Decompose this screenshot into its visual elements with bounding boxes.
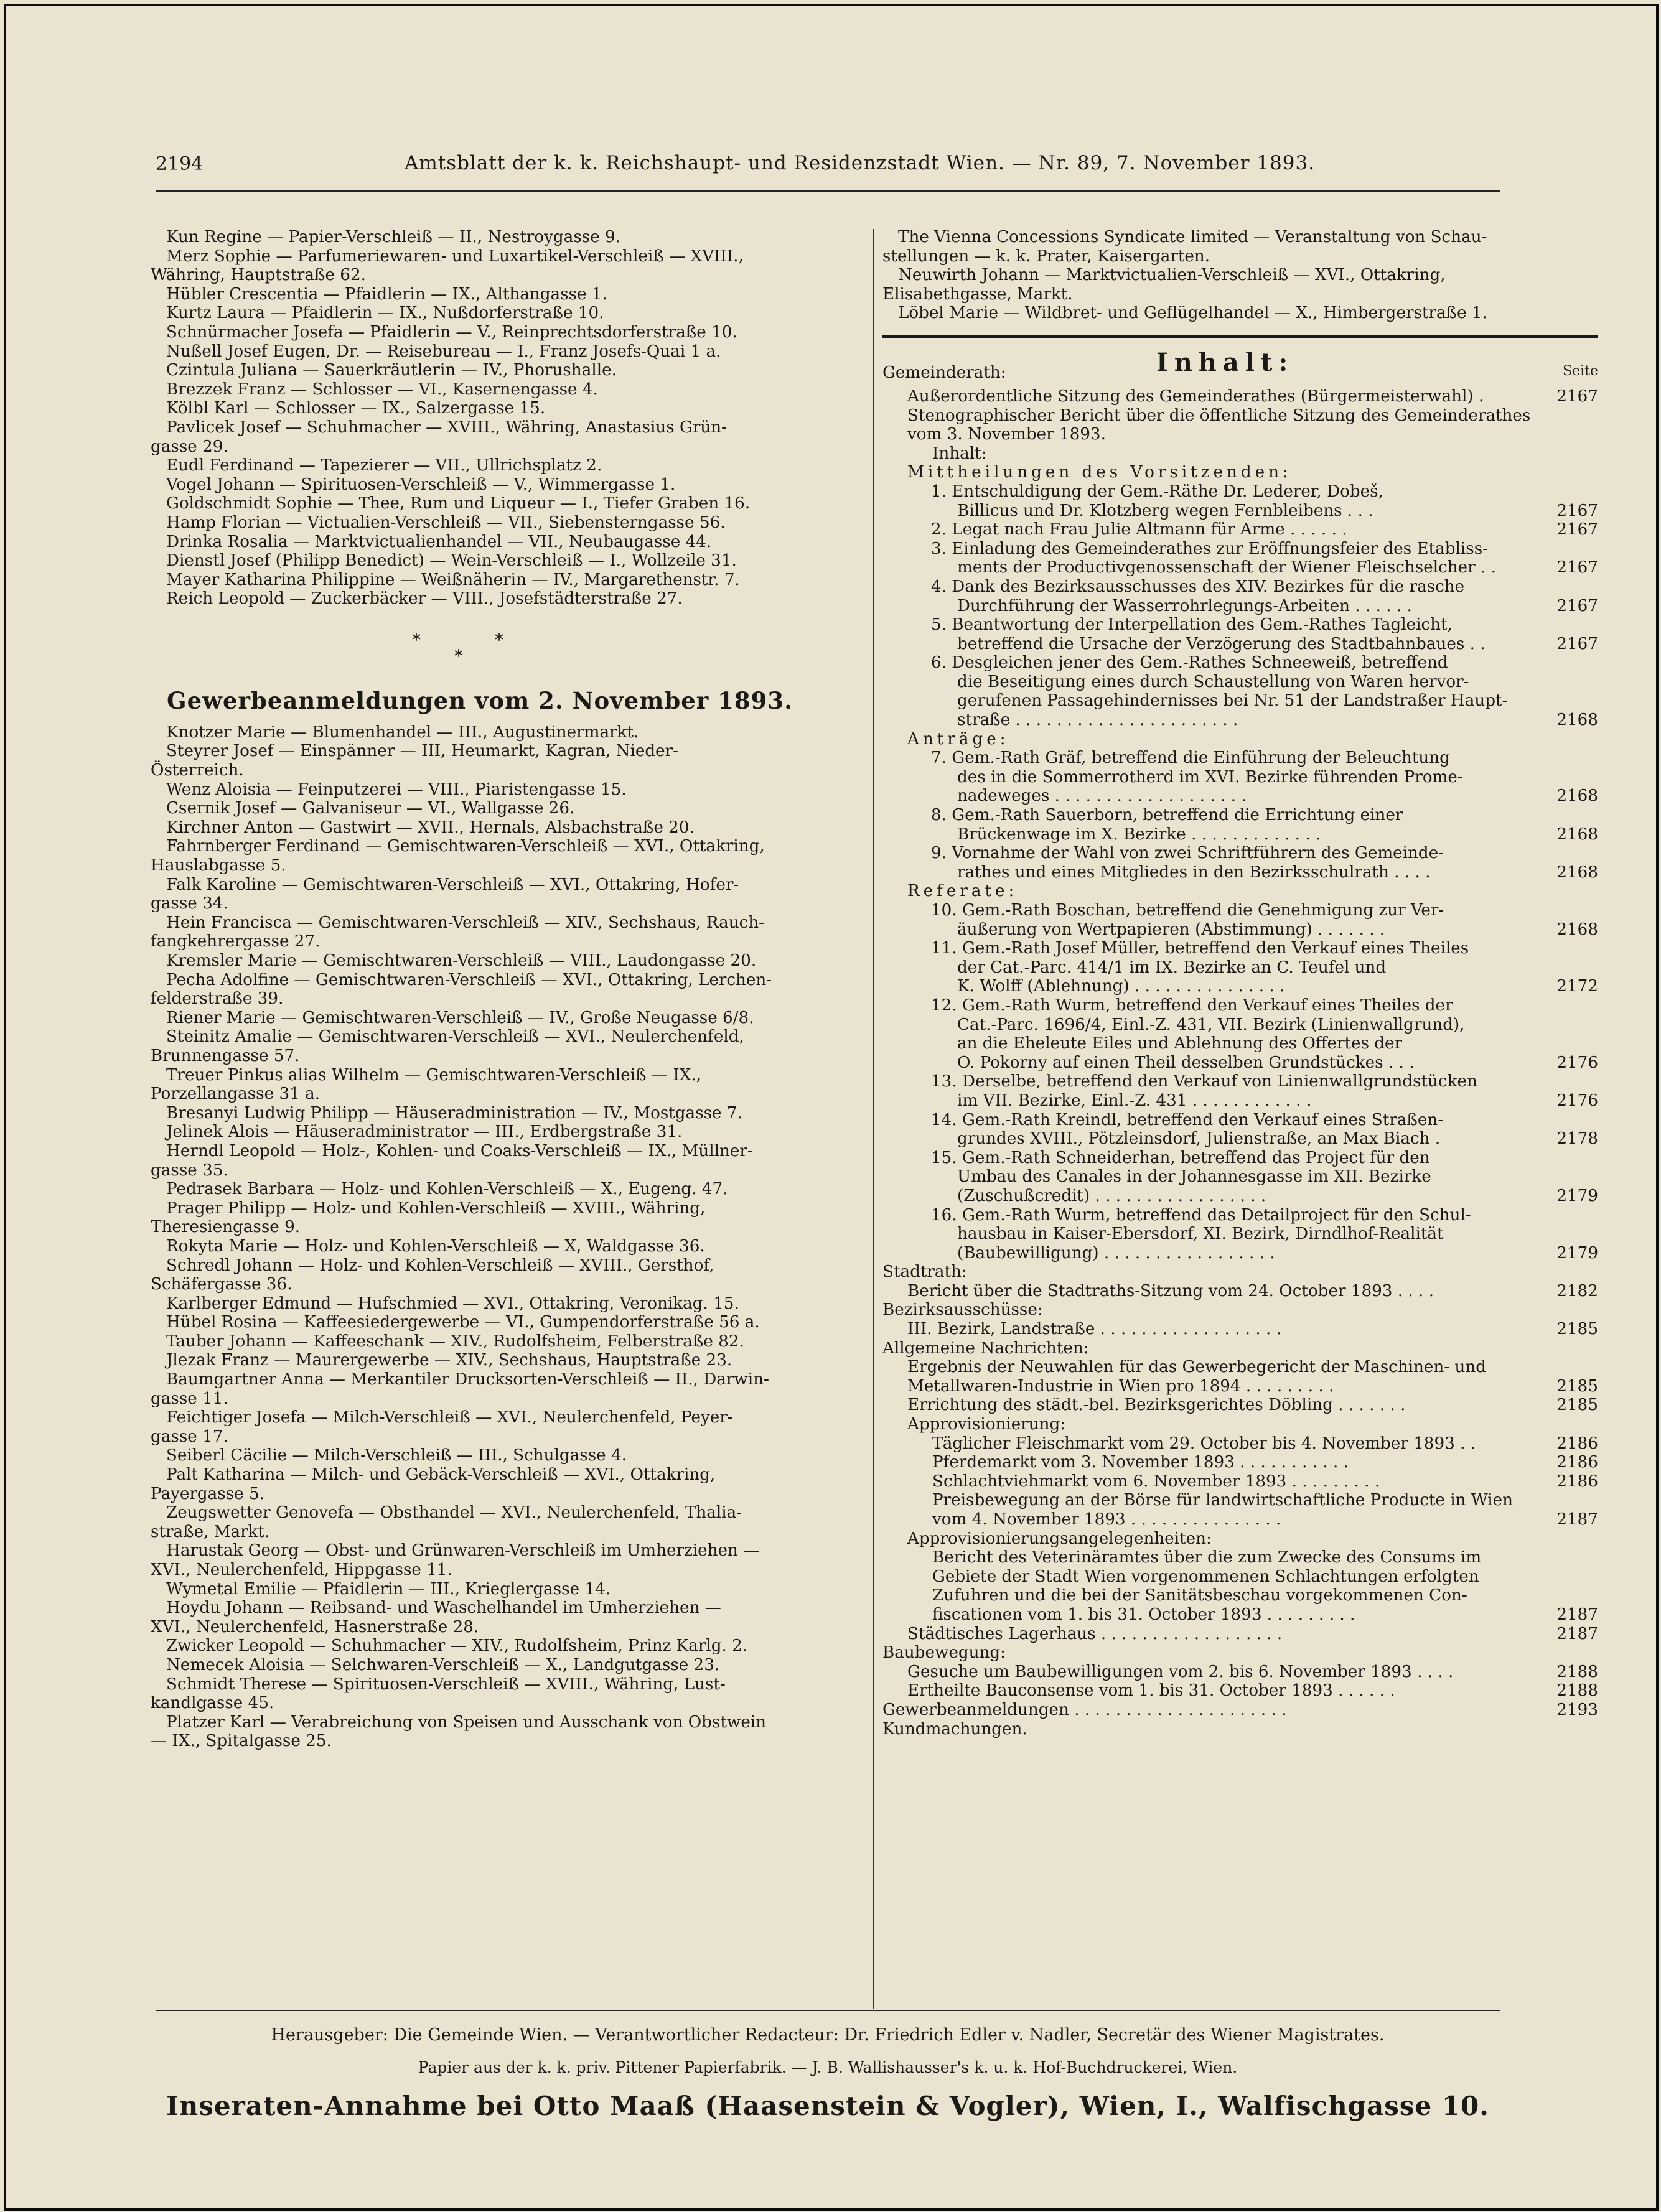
toc-entry-text: Kundmachungen. <box>882 1719 1027 1738</box>
toc-entry <box>882 539 1598 577</box>
registration-entry: Steinitz Amalie — Gemischtwaren-Verschleiß — XVI., Neulerchenfeld, Brunnengasse 57. <box>151 1027 744 1065</box>
toc-entry <box>882 1720 1598 1739</box>
toc-entry-text: III. Bezirk, Landstraße . . . . . . . . . . . . . . . . . . <box>907 1320 1282 1339</box>
left-column <box>151 228 846 1751</box>
header-title: Amtsblatt der k. k. Reichshaupt- und Residenzstadt Wien. — Nr. 89, 7. November 1893. <box>405 152 1316 174</box>
toc-entry <box>882 615 1598 653</box>
registration-entry: Pecha Adolfine — Gemischtwaren-Verschleiß — XVI., Ottakring, Lerchen- felderstraße 39. <box>151 970 772 1009</box>
toc-entry <box>882 1262 1598 1282</box>
toc-entry-text: 1. Entschuldigung der Gem.-Räthe Dr. Lederer, Dobeš, Billicus und Dr. Klotzberg wegen Fernbleibens . . . <box>931 482 1383 520</box>
toc-page-number: 2167 <box>1556 501 1598 520</box>
column-divider <box>873 229 874 2009</box>
toc-entry-text: 14. Gem.-Rath Kreindl, betreffend den Verkauf eines Straßen- grundes XVIII., Pötzleinsdorf, Julienstraße, an Max Biach . <box>931 1110 1444 1149</box>
toc-entry <box>882 1681 1598 1701</box>
toc-entry-text: 9. Vornahme der Wahl von zwei Schriftführern des Gemeinde- rathes und eines Mitgliedes in den Bezirksschulrath . . . . <box>931 844 1444 882</box>
toc-entry-text: Bezirksausschüsse: <box>882 1300 1043 1320</box>
toc-entry <box>882 1415 1598 1434</box>
footer-advertising: Inseraten-Annahme bei Otto Maaß (Haasenstein & Vogler), Wien, I., Walfischgasse 10. <box>166 2091 1489 2121</box>
footer-rule <box>156 2010 1500 2011</box>
listing-entry: Hübler Crescentia — Pfaidlerin — IX., Althangasse 1. <box>166 284 607 304</box>
section-title: Gewerbeanmeldungen vom 2. November 1893. <box>167 686 793 714</box>
toc-entry-text: 10. Gem.-Rath Boschan, betreffend die Genehmigung zur Ver- äußerung von Wertpapieren (Abstimmung) . . . . . . . <box>931 901 1444 939</box>
toc-page-number: 2186 <box>1556 1453 1598 1472</box>
toc-entry <box>882 939 1598 996</box>
toc-page-number: 2187 <box>1556 1605 1598 1624</box>
toc-entry-text: 12. Gem.-Rath Wurm, betreffend den Verkauf eines Theiles der Cat.-Parc. 1696/4, Einl.-Z. 431, VII. Bezirk (Linienwallgrund), an die Eheleute Eiles und Ablehnung des Offertes der O. Pokorny auf einen Theil desselben Grundstückes . . . <box>931 996 1465 1072</box>
registration-entry: Kirchner Anton — Gastwirt — XVII., Hernals, Alsbachstraße 20. <box>166 818 695 837</box>
registration-entry: Hoydu Johann — Reibsand- und Waschelhandel im Umherziehen — XVI., Neulerchenfeld, Hasnerstraße 28. <box>151 1598 721 1636</box>
registration-entry: Seiberl Cäcilie — Milch-Verschleiß — III., Schulgasse 4. <box>166 1446 627 1465</box>
registration-entry: Jlezak Franz — Maurergewerbe — XIV., Sechshaus, Hauptstraße 23. <box>166 1351 732 1370</box>
registration-entry: Hübel Rosina — Kaffeesiedergewerbe — VI., Gumpendorferstraße 56 a. <box>166 1313 760 1332</box>
listing-entry: Goldschmidt Sophie — Thee, Rum und Liqueur — I., Tiefer Graben 16. <box>166 494 751 513</box>
toc-entry <box>882 577 1598 615</box>
listing-entry: Dienstl Josef (Philipp Benedict) — Wein-Verschleiß — I., Wollzeile 31. <box>166 551 737 571</box>
listing-entry: Pavlicek Josef — Schuhmacher — XVIII., Währing, Anastasius Grün- gasse 29. <box>151 418 727 456</box>
right-column <box>882 228 1598 1738</box>
listing-entry: Löbel Marie — Wildbret- und Geflügelhandel — X., Himbergerstraße 1. <box>898 304 1487 323</box>
toc-page-number: 2187 <box>1556 1510 1598 1529</box>
registration-entry: Knotzer Marie — Blumenhandel — III., Augustinermarkt. <box>166 722 639 742</box>
contents-title: Inhalt: <box>1156 347 1294 377</box>
toc-entry <box>882 1529 1598 1549</box>
registration-entry: Fahrnberger Ferdinand — Gemischtwaren-Verschleiß — XVI., Ottakring, Hauslabgasse 5. <box>151 837 765 875</box>
listing-entry: Vogel Johann — Spirituosen-Verschleiß — V., Wimmergasse 1. <box>166 475 676 494</box>
registration-entry: Karlberger Edmund — Hufschmied — XVI., Ottakring, Veronikag. 15. <box>166 1294 739 1313</box>
toc-entry <box>882 1453 1598 1472</box>
registration-entry: Nemecek Aloisia — Selchwaren-Verschleiß — X., Landgutgasse 23. <box>166 1655 720 1674</box>
registration-entry: Wymetal Emilie — Pfaidlerin — III., Krieglergasse 14. <box>166 1579 611 1598</box>
toc-entry-text: Stadtrath: <box>882 1262 967 1282</box>
toc-entry <box>882 901 1598 939</box>
section-entries <box>151 723 846 1751</box>
toc-entry <box>882 1643 1598 1663</box>
listing-entry: Hamp Florian — Victualien-Verschleiß — VII., Siebensterngasse 56. <box>166 513 726 532</box>
registration-entry: Treuer Pinkus alias Wilhelm — Gemischtwaren-Verschleiß — IX., Porzellangasse 31 a. <box>151 1065 702 1104</box>
registration-entry: Hein Francisca — Gemischtwaren-Verschleiß — XIV., Sechshaus, Rauch- fangkehrergasse 27. <box>151 913 765 951</box>
listing-entry: Mayer Katharina Philippine — Weißnäherin — IV., Margarethenstr. 7. <box>166 570 740 589</box>
toc-entry <box>882 520 1598 539</box>
toc-page-number: 2179 <box>1556 1243 1598 1262</box>
toc-entry <box>882 882 1598 901</box>
registration-entry: Bresanyi Ludwig Philipp — Häuseradministration — IV., Mostgasse 7. <box>166 1103 742 1122</box>
left-top-entries <box>151 228 846 609</box>
toc-entry-text: Baubewegung: <box>882 1643 1006 1663</box>
toc-entry <box>882 1300 1598 1320</box>
toc-entry-text: 4. Dank des Bezirksausschusses des XIV. Bezirkes für die rasche Durchführung der Wasserrohrlegungs-Arbeiten . . . . . . <box>931 577 1465 615</box>
toc-entry <box>882 1149 1598 1206</box>
toc-entry <box>882 996 1598 1072</box>
toc-entry <box>882 463 1598 482</box>
toc-page-number: 2186 <box>1556 1472 1598 1491</box>
registration-entry: Csernik Josef — Galvaniseur — VI., Wallgasse 26. <box>166 799 575 818</box>
toc-entry <box>882 1072 1598 1110</box>
toc-entry-text: Inhalt: <box>932 444 987 463</box>
toc-entry-text: Ertheilte Bauconsense vom 1. bis 31. October 1893 . . . . . . <box>907 1681 1395 1701</box>
registration-entry: Palt Katharina — Milch- und Gebäck-Verschleiß — XVI., Ottakring, Payergasse 5. <box>151 1465 716 1503</box>
header-rule <box>156 190 1500 192</box>
toc-entry-text: Täglicher Fleischmarkt vom 29. October bis 4. November 1893 . . <box>932 1434 1476 1453</box>
listing-entry: Reich Leopold — Zuckerbäcker — VIII., Josefstädterstraße 27. <box>166 589 683 609</box>
toc-page-number: 2167 <box>1556 634 1598 653</box>
toc-page-number: 2167 <box>1556 558 1598 577</box>
listing-entry: Drinka Rosalia — Marktvictualienhandel — VII., Neubaugasse 44. <box>166 532 712 551</box>
toc-entry-text: Gewerbeanmeldungen . . . . . . . . . . . . . . . . . . . . . <box>882 1700 1287 1719</box>
toc-entry-text: 15. Gem.-Rath Schneiderhan, betreffend das Project für den Umbau des Canales in der Johannesgasse im XII. Bezirke (Zuschußcredit) . . . . . . . . . . . . . . . . . <box>931 1148 1431 1205</box>
toc-entry-text: Preisbewegung an der Börse für landwirtschaftliche Producte in Wien vom 4. November 1893 . . . . . . . . . . . . . . . <box>932 1491 1513 1529</box>
toc-page-number: 2168 <box>1556 711 1598 730</box>
registration-entry: Steyrer Josef — Einspänner — III, Heumarkt, Kagran, Nieder- Österreich. <box>151 742 678 780</box>
listing-entry: Kun Regine — Papier-Verschleiß — II., Nestroygasse 9. <box>166 228 620 246</box>
contents-first-heading: Gemeinderath: <box>882 363 1006 382</box>
right-top-entries <box>882 228 1598 323</box>
toc-entry-text: Bericht des Veterinäramtes über die zum Zwecke des Consums im Gebiete der Stadt Wien vorgenommenen Schlachtungen erfolgten Zufuhren und die bei der Sanitätsbeschau vorgekommenen Con- fiscationen vom 1. bis 31. October 1893 . . . . . . . . . <box>932 1548 1482 1624</box>
toc-entry-text: Anträge: <box>907 729 1009 749</box>
listing-entry: Kurtz Laura — Pfaidlerin — IX., Nußdorferstraße 10. <box>166 304 604 323</box>
registration-entry: Riener Marie — Gemischtwaren-Verschleiß — IV., Große Neugasse 6/8. <box>166 1008 754 1027</box>
toc-page-number: 2188 <box>1556 1681 1598 1701</box>
star-3: * <box>454 645 463 666</box>
toc-page-number: 2188 <box>1556 1662 1598 1681</box>
registration-entry: Prager Philipp — Holz- und Kohlen-Verschleiß — XVIII., Währing, Theresiengasse 9. <box>151 1198 706 1237</box>
toc-entry-text: 13. Derselbe, betreffend den Verkauf von Linienwallgrundstücken im VII. Bezirke, Einl.-Z. 431 . . . . . . . . . . . . <box>931 1072 1477 1110</box>
registration-entry: Tauber Johann — Kaffeeschank — XIV., Rudolfsheim, Felberstraße 82. <box>166 1332 744 1351</box>
toc-entry <box>882 844 1598 882</box>
toc-entry <box>882 1339 1598 1358</box>
registration-entry: Schmidt Therese — Spirituosen-Verschleiß — XVIII., Währing, Lust- kandlgasse 45. <box>151 1674 726 1713</box>
toc-entry-text: Referate: <box>907 882 1018 901</box>
toc-entry-text: 7. Gem.-Rath Gräf, betreffend die Einführung der Beleuchtung des in die Sommerrotherd im XVI. Bezirke führenden Prome- nadeweges . . . . . . . . . . . . . . . . . . . <box>931 749 1463 806</box>
listing-entry: Eudl Ferdinand — Tapezierer — VII., Ullrichsplatz 2. <box>166 456 602 475</box>
registration-entry: Kremsler Marie — Gemischtwaren-Verschleiß — VIII., Laudongasse 20. <box>166 951 757 970</box>
footer-publisher: Herausgeber: Die Gemeinde Wien. — Verantwortlicher Redacteur: Dr. Friedrich Edler v. Nadler, Secretär des Wiener Magistrates. <box>271 2025 1385 2045</box>
toc-entry <box>882 653 1598 729</box>
footer-printer: Papier aus der k. k. priv. Pittener Papierfabrik. — J. B. Wallishausser's k. u. k. Hof-Buchdruckerei, Wien. <box>418 2058 1238 2076</box>
toc-entry <box>882 1663 1598 1682</box>
toc-page-number: 2178 <box>1556 1129 1598 1149</box>
registration-entry: Herndl Leopold — Holz-, Kohlen- und Coaks-Verschleiß — IX., Müllner- gasse 35. <box>151 1141 753 1180</box>
listing-entry: Czintula Juliana — Sauerkräutlerin — IV., Phorushalle. <box>166 361 617 380</box>
toc-entry-text: Außerordentliche Sitzung des Gemeinderathes (Bürgermeisterwahl) . <box>907 386 1484 406</box>
toc-page-number: 2167 <box>1556 386 1598 406</box>
toc-page-number: 2176 <box>1556 1053 1598 1072</box>
star-1: * <box>412 629 421 650</box>
toc-entry-text: Ergebnis der Neuwahlen für das Gewerbegericht der Maschinen- und Metallwaren-Industrie in Wien pro 1894 . . . . . . . . . <box>907 1358 1486 1396</box>
contents-rule <box>882 335 1598 338</box>
listing-entry: Brezzek Franz — Schlosser — VI., Kasernengasse 4. <box>166 380 598 399</box>
toc-page-number: 2185 <box>1556 1320 1598 1339</box>
registration-entry: Rokyta Marie — Holz- und Kohlen-Verschleiß — X, Waldgasse 36. <box>166 1236 705 1256</box>
toc-page-number: 2179 <box>1556 1186 1598 1205</box>
toc-entry-text: Errichtung des städt.-bel. Bezirksgerichtes Döbling . . . . . . . <box>907 1396 1406 1415</box>
toc-page-number: 2186 <box>1556 1434 1598 1453</box>
toc-entry <box>882 406 1598 444</box>
toc-page-number: 2176 <box>1556 1091 1598 1110</box>
toc-entry-text: 3. Einladung des Gemeinderathes zur Eröffnungsfeier des Etabliss- ments der Productivgenossenschaft der Wiener Fleischselcher . . <box>931 539 1496 577</box>
page-header <box>156 153 1500 182</box>
toc-entry-text: 16. Gem.-Rath Wurm, betreffend das Detailproject für den Schul- hausbau in Kaiser-Ebersdorf, XI. Bezirk, Dirndlhof-Realität (Baubewilligung) . . . . . . . . . . . . . . . . . <box>931 1205 1471 1262</box>
toc-entry <box>882 1472 1598 1491</box>
toc-page-number: 2168 <box>1556 920 1598 939</box>
toc-page-number: 2168 <box>1556 786 1598 806</box>
registration-entry: Harustak Georg — Obst- und Grünwaren-Verschleiß im Umherziehen — XVI., Neulerchenfeld, Hippgasse 11. <box>151 1541 760 1579</box>
toc-page-number: 2168 <box>1556 824 1598 844</box>
toc-entry-text: 8. Gem.-Rath Sauerborn, betreffend die Errichtung einer Brückenwage im X. Bezirke . . . . . . . . . . . . . <box>931 806 1403 844</box>
registration-entry: Baumgartner Anna — Merkantiler Drucksorten-Verschleiß — II., Darwin- gasse 11. <box>151 1370 769 1408</box>
toc-page-number: 2187 <box>1556 1624 1598 1643</box>
toc-entry <box>882 1701 1598 1720</box>
registration-entry: Falk Karoline — Gemischtwaren-Verschleiß — XVI., Ottakring, Hofer- gasse 34. <box>151 875 739 913</box>
toc-entry-text: Approvisionierungsangelegenheiten: <box>907 1529 1212 1548</box>
contents-page-label: Seite <box>1563 363 1598 379</box>
toc-entry <box>882 730 1598 749</box>
toc-entry <box>882 444 1598 464</box>
listing-entry: Kölbl Karl — Schlosser — IX., Salzergasse 15. <box>166 399 546 418</box>
toc-entry-text: Schlachtviehmarkt vom 6. November 1893 . . . . . . . . . <box>932 1472 1380 1491</box>
toc-entry <box>882 1358 1598 1396</box>
star-2: * <box>495 629 503 650</box>
toc-page-number: 2167 <box>1556 520 1598 539</box>
toc-entry <box>882 1282 1598 1301</box>
toc-page-number: 2182 <box>1556 1281 1598 1300</box>
toc-entry <box>882 1111 1598 1149</box>
toc-entry-text: Allgemeine Nachrichten: <box>882 1338 1089 1358</box>
toc-entry <box>882 1625 1598 1644</box>
registration-entry: Zeugswetter Genovefa — Obsthandel — XVI., Neulerchenfeld, Thalia- straße, Markt. <box>151 1503 742 1541</box>
toc-entry <box>882 1548 1598 1624</box>
registration-entry: Jelinek Alois — Häuseradministrator — III., Erdbergstraße 31. <box>166 1122 683 1142</box>
toc-entry <box>882 387 1598 406</box>
toc-entry <box>882 1434 1598 1454</box>
toc-page-number: 2185 <box>1556 1376 1598 1396</box>
toc-entry <box>882 749 1598 806</box>
toc-entry-text: Stenographischer Bericht über die öffentliche Sitzung des Gemeinderathes vom 3. November 1893. <box>907 406 1531 444</box>
toc-page-number: 2193 <box>1556 1700 1598 1719</box>
listing-entry: Merz Sophie — Parfumeriewaren- und Luxartikel-Verschleiß — XVIII., Währing, Hauptstraße 62. <box>151 246 744 285</box>
toc-page-number: 2185 <box>1556 1396 1598 1415</box>
toc-entry-text: 2. Legat nach Frau Julie Altmann für Arme . . . . . . <box>931 520 1347 539</box>
toc-entry-text: Approvisionierung: <box>907 1415 1066 1434</box>
listing-entry: Nußell Josef Eugen, Dr. — Reisebureau — I., Franz Josefs-Quai 1 a. <box>166 342 721 361</box>
toc-entry-text: Städtisches Lagerhaus . . . . . . . . . . . . . . . . . . <box>907 1624 1283 1643</box>
registration-entry: Zwicker Leopold — Schuhmacher — XIV., Rudolfsheim, Prinz Karlg. 2. <box>166 1636 748 1656</box>
table-of-contents <box>882 387 1598 1738</box>
toc-entry <box>882 482 1598 520</box>
toc-page-number: 2172 <box>1556 977 1598 996</box>
registration-entry: Platzer Karl — Verabreichung von Speisen und Ausschank von Obstwein — IX., Spitalgasse 25. <box>151 1712 767 1751</box>
registration-entry: Wenz Aloisia — Feinputzerei — VIII., Piaristengasse 15. <box>166 780 627 799</box>
toc-entry-text: Gesuche um Baubewilligungen vom 2. bis 6. November 1893 . . . . <box>907 1662 1454 1681</box>
listing-entry: Schnürmacher Josefa — Pfaidlerin — V., Reinprechtsdorferstraße 10. <box>166 322 737 342</box>
toc-entry <box>882 806 1598 844</box>
toc-entry-text: Bericht über die Stadtraths-Sitzung vom 24. October 1893 . . . . <box>907 1281 1434 1300</box>
toc-entry-text: Mittheilungen des Vorsitzenden: <box>907 463 1292 482</box>
toc-entry <box>882 1491 1598 1529</box>
toc-page-number: 2168 <box>1556 862 1598 882</box>
toc-entry <box>882 1320 1598 1339</box>
toc-entry-text: 5. Beantwortung der Interpellation des Gem.-Rathes Tagleicht, betreffend die Ursache der Verzögerung des Stadtbahnbaues . . <box>931 615 1486 653</box>
section-stars <box>151 609 846 686</box>
toc-entry <box>882 1396 1598 1415</box>
toc-entry-text: 6. Desgleichen jener des Gem.-Rathes Schneeweiß, betreffend die Beseitigung eines durch Schaustellung von Waren hervor- gerufenen Passagehindernisses bei Nr. 51 der Landstraßer Haupt- straße . . . . . . . . . . . . . . . . . . . . . . <box>931 653 1508 730</box>
toc-entry-text: 11. Gem.-Rath Josef Müller, betreffend den Verkauf eines Theiles der Cat.-Parc. 414/1 im IX. Bezirke an C. Teufel und K. Wolff (Ablehnung) . . . . . . . . . . . . . . . <box>931 939 1469 996</box>
registration-entry: Schredl Johann — Holz- und Kohlen-Verschleiß — XVIII., Gersthof, Schäfergasse 36. <box>151 1256 714 1294</box>
registration-entry: Feichtiger Josefa — Milch-Verschleiß — XVI., Neulerchenfeld, Peyer- gasse 17. <box>151 1408 733 1446</box>
toc-entry-text: Pferdemarkt vom 3. November 1893 . . . . . . . . . . . <box>932 1453 1349 1472</box>
registration-entry: Pedrasek Barbara — Holz- und Kohlen-Verschleiß — X., Eugeng. 47. <box>166 1180 728 1199</box>
page-number: 2194 <box>156 153 204 175</box>
toc-page-number: 2167 <box>1556 596 1598 615</box>
listing-entry: Neuwirth Johann — Marktvictualien-Verschleiß — XVI., Ottakring, Elisabethgasse, Markt. <box>882 266 1446 304</box>
toc-entry <box>882 1206 1598 1263</box>
contents-header <box>882 347 1598 387</box>
listing-entry: The Vienna Concessions Syndicate limited — Veranstaltung von Schau- stellungen — k. k. Prater, Kaisergarten. <box>882 228 1487 266</box>
